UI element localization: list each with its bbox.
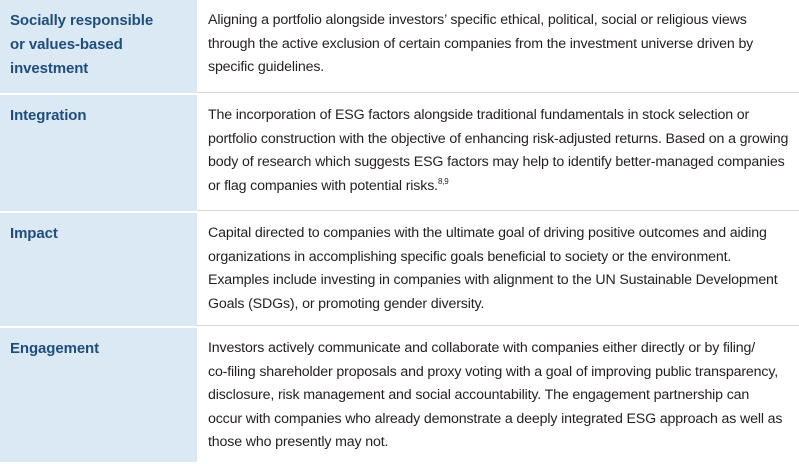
description-line: Investors actively communicate and collaborate with companies either directly or by filing/ [208, 340, 756, 356]
footnote-reference: 8,9 [437, 176, 449, 186]
term-cell [0, 95, 197, 211]
term-line: Socially responsible [10, 12, 154, 29]
description-cell [197, 95, 799, 211]
term-line: or values-based [10, 36, 123, 53]
term-line: investment [10, 60, 89, 77]
table-row-integration [0, 95, 799, 213]
description-cell [197, 328, 799, 462]
description-cell [197, 0, 799, 93]
description-line: portfolio construction with the objective of enhancing risk-adjusted returns. Based on a growing [208, 130, 789, 147]
description-line: Goals (SDGs), or promoting gender diversity. [208, 295, 485, 312]
description-line: Examples include investing in companies with alignment to the UN Sustainable Development [208, 272, 778, 288]
description-line [208, 175, 795, 199]
description-line: The incorporation of ESG factors alongside traditional fundamentals in stock selection or [208, 107, 750, 123]
description-line: body of research which suggests ESG factors may help to identify better-managed companies [208, 154, 785, 170]
description-line: co-filing shareholder proposals and proxy voting with a goal of improving public transparency, [208, 363, 779, 380]
description-line: occur with companies who already demonstrate a deeply integrated ESG approach as well as [208, 410, 783, 427]
description-line: organizations in accomplishing specific goals beneficial to society or the environment. [208, 248, 732, 265]
term-line: Integration [10, 107, 87, 124]
description-text: or flag companies with potential risks. [208, 177, 438, 194]
description-line: specific guidelines. [208, 59, 325, 75]
term-cell [0, 0, 197, 93]
table-row-engagement [0, 328, 799, 464]
term-line: Impact [10, 225, 58, 242]
table-row-impact [0, 213, 799, 328]
description-line: Aligning a portfolio alongside investors’ specific ethical, political, social or religious views [208, 12, 747, 28]
term-cell [0, 328, 197, 462]
description-line: those who presently may not. [208, 434, 389, 450]
description-cell [197, 213, 799, 326]
term-cell [0, 213, 197, 326]
table-row-socially-responsible [0, 0, 799, 95]
description-line: through the active exclusion of certain companies from the investment universe driven by [208, 35, 754, 52]
description-line: Capital directed to companies with the ultimate goal of driving positive outcomes and aiding [208, 225, 767, 241]
term-line: Engagement [10, 340, 100, 357]
description-line: disclosure, risk management and social accountability. The engagement partnership can [208, 387, 750, 403]
